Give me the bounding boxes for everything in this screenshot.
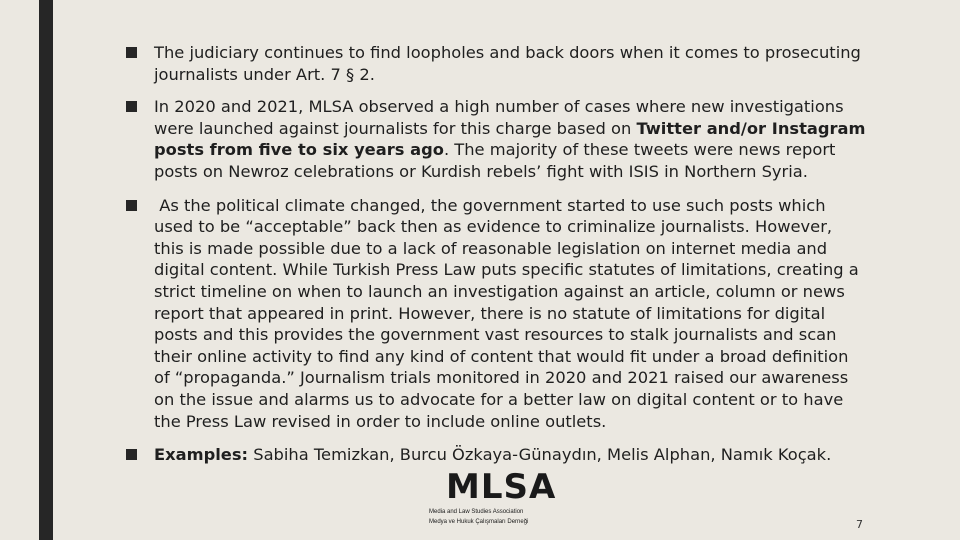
square-bullet-icon [126,47,137,58]
square-bullet-icon [126,449,137,460]
mlsa-logo [428,467,557,536]
bullet-examples [126,444,866,466]
logo-mark: MLSA [446,467,557,507]
bullet-text: . The majority of these tweets were news report posts on Newroz celebrations or Kurdish rebels’ fight with ISIS in Northern Syria. [154,140,836,181]
examples-label: Examples: [154,445,249,465]
bullet-emphasis: Twitter and/or Instagram posts from five to six years ago [154,118,866,160]
logo-tagline-turkish: Medya ve Hukuk Çalışmaları Derneği [429,519,529,525]
left-accent-bar [39,0,53,540]
square-bullet-icon [126,200,137,211]
slide-body [126,42,866,478]
bullet-text: In 2020 and 2021, MLSA observed a high number of cases where new investigations were launched against journalists for this charge based on [154,97,844,138]
page-number: 7 [856,518,863,531]
examples-names: Sabiha Temizkan, Burcu Özkaya-Günaydın, Melis Alphan, Namık Koçak. [248,445,832,465]
bullet-judiciary [126,42,866,85]
bullet-mlsa-observations [126,96,866,182]
square-bullet-icon [126,101,137,112]
bullet-political-climate [126,195,866,433]
logo-tagline-english: Media and Law Studies Association [429,509,524,515]
bullet-text: The judiciary continues to find loopholes and back doors when it comes to prosecuting journalists under Art. 7 § 2. [154,43,861,84]
bullet-text: As the political climate changed, the government started to use such posts which used to be “acceptable” back then as evidence to criminalize journalists. However, this is made possible due to a lack of reasonable legislation on internet media and digital content. While Turkish Press Law puts specific statutes of limitations, creating a strict timeline on when to launch an investigation against an article, column or news report that appeared in print. However, there is no statute of limitations for digital posts and this provides the government vast resources to stalk journalists and scan their online activity to find any kind of content that would fit under a broad definition of “propaganda.” Journalism trials monitored in 2020 and 2021 raised our awareness on the issue and alarms us to advocate for a better law on digital content or to have the Press Law revised in order to include online outlets. [154,195,864,431]
